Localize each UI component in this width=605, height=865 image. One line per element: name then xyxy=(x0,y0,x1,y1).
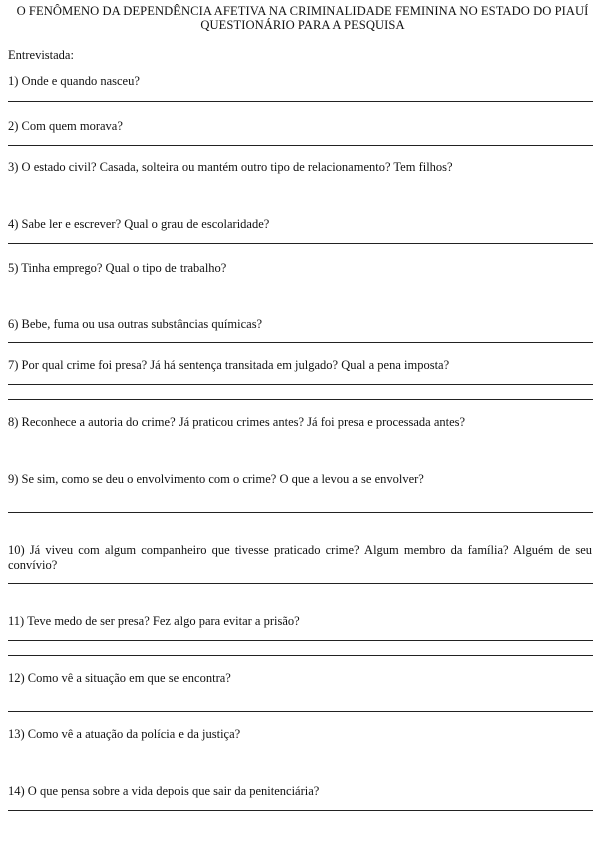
question-9: 9) Se sim, como se deu o envolvimento com o crime? O que a levou a se envolver? xyxy=(8,472,424,486)
document-title-line-2: QUESTIONÁRIO PARA A PESQUISA xyxy=(200,18,405,32)
question-11: 11) Teve medo de ser presa? Fez algo para evitar a prisão? xyxy=(8,614,300,628)
question-12: 12) Como vê a situação em que se encontra? xyxy=(8,671,231,685)
question-5: 5) Tinha emprego? Qual o tipo de trabalho? xyxy=(8,261,227,275)
answer-line[interactable] xyxy=(8,243,593,244)
question-3: 3) O estado civil? Casada, solteira ou mantém outro tipo de relacionamento? Tem filhos? xyxy=(8,160,453,174)
answer-line[interactable] xyxy=(8,342,593,343)
question-14: 14) O que pensa sobre a vida depois que sair da penitenciária? xyxy=(8,784,320,798)
answer-line[interactable] xyxy=(8,145,593,146)
answer-line[interactable] xyxy=(8,512,593,513)
answer-line[interactable] xyxy=(8,384,593,385)
document-title xyxy=(0,4,605,32)
question-13: 13) Como vê a atuação da polícia e da justiça? xyxy=(8,727,241,741)
question-7: 7) Por qual crime foi presa? Já há sentença transitada em julgado? Qual a pena imposta? xyxy=(8,358,450,372)
answer-line[interactable] xyxy=(8,583,593,584)
interviewee-label: Entrevistada: xyxy=(8,48,74,62)
answer-line[interactable] xyxy=(8,711,593,712)
question-8: 8) Reconhece a autoria do crime? Já praticou crimes antes? Já foi presa e processada antes? xyxy=(8,415,466,429)
question-2: 2) Com quem morava? xyxy=(8,119,123,133)
document-title-line-1: O FENÔMENO DA DEPENDÊNCIA AFETIVA NA CRIMINALIDADE FEMININA NO ESTADO DO PIAUÍ xyxy=(16,4,589,18)
answer-line[interactable] xyxy=(8,810,593,811)
question-6: 6) Bebe, fuma ou usa outras substâncias químicas? xyxy=(8,317,263,331)
question-1: 1) Onde e quando nasceu? xyxy=(8,74,140,88)
answer-line[interactable] xyxy=(8,655,593,656)
question-10: 10) Já viveu com algum companheiro que tivesse praticado crime? Algum membro da família? Alguém de seu convívio? xyxy=(8,543,592,572)
answer-line[interactable] xyxy=(8,399,593,400)
answer-line[interactable] xyxy=(8,101,593,102)
answer-line[interactable] xyxy=(8,640,593,641)
question-4: 4) Sabe ler e escrever? Qual o grau de escolaridade? xyxy=(8,217,270,231)
